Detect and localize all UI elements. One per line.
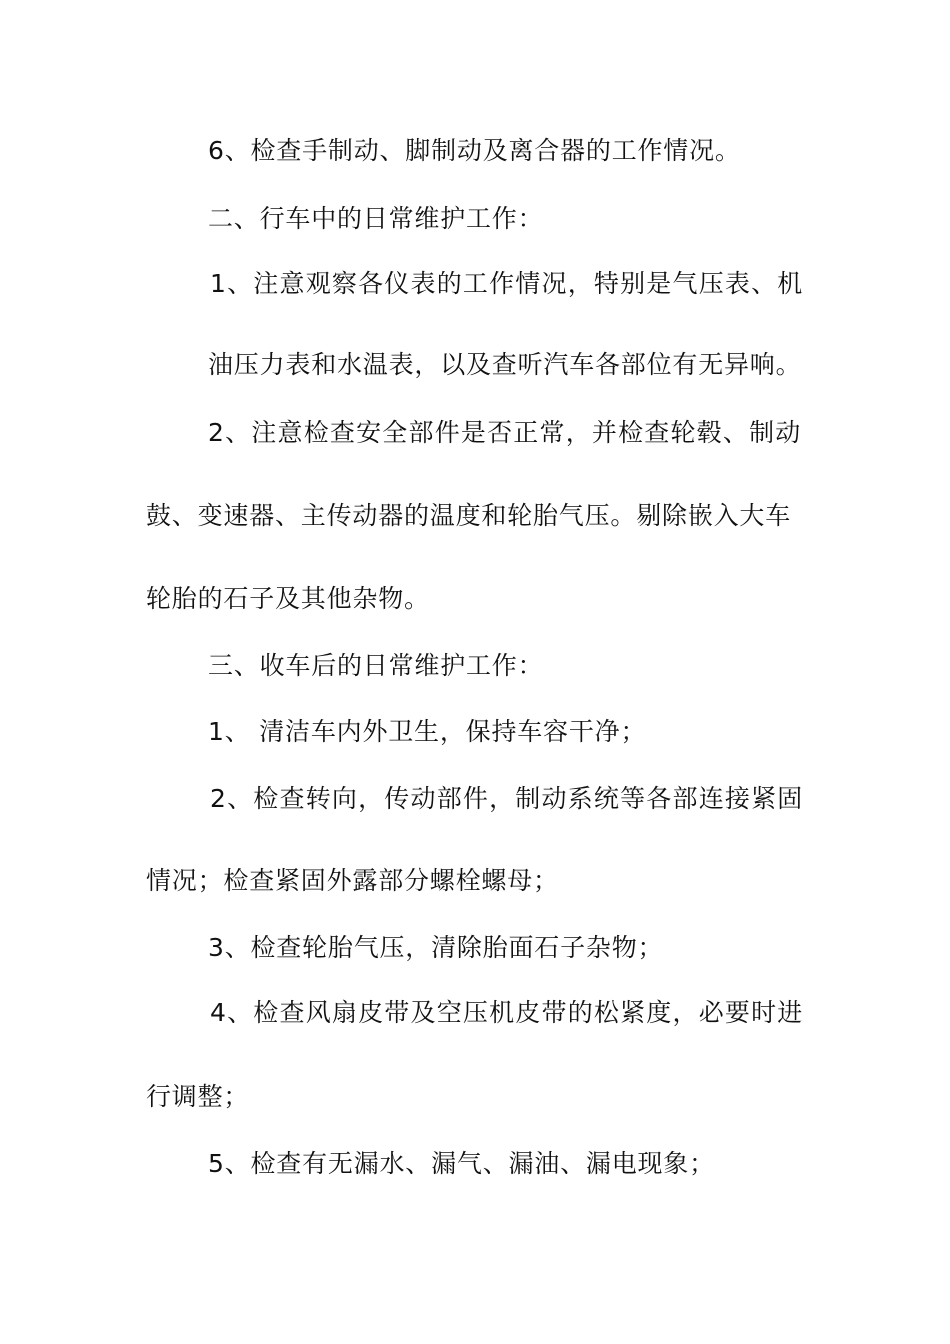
section-heading-during-driving: 二、行车中的日常维护工作： (208, 204, 544, 233)
text-line-after-item-4-part-2: 行调整； (146, 1082, 250, 1111)
text-line-driving-item-2-part-1: 2、注意检查安全部件是否正常，并检查轮毂、制动 (208, 418, 802, 447)
text-line-after-item-2-part-2: 情况；检查紧固外露部分螺栓螺母； (146, 866, 559, 895)
text-line-driving-item-1-part-2: 油压力表和水温表，以及查听汽车各部位有无异响。 (208, 350, 802, 379)
text-line-item-6-check-brakes: 6、检查手制动、脚制动及离合器的工作情况。 (208, 136, 741, 165)
section-heading-after-driving: 三、收车后的日常维护工作： (208, 651, 544, 680)
text-line-after-item-3: 3、检查轮胎气压，清除胎面石子杂物； (208, 933, 664, 962)
text-line-driving-item-2-part-3: 轮胎的石子及其他杂物。 (146, 584, 430, 613)
text-line-after-item-2-part-1: 2、检查转向，传动部件，制动系统等各部连接紧固 (210, 784, 804, 813)
text-line-after-item-4-part-1: 4、检查风扇皮带及空压机皮带的松紧度，必要时进 (210, 998, 804, 1027)
text-line-driving-item-2-part-2: 鼓、变速器、主传动器的温度和轮胎气压。剔除嵌入大车 (146, 501, 792, 530)
text-line-after-item-5: 5、检查有无漏水、漏气、漏油、漏电现象； (208, 1149, 715, 1178)
text-line-driving-item-1-part-1: 1、注意观察各仪表的工作情况，特别是气压表、机 (210, 269, 804, 298)
text-line-after-item-1: 1、 清洁车内外卫生，保持车容干净； (208, 717, 647, 746)
